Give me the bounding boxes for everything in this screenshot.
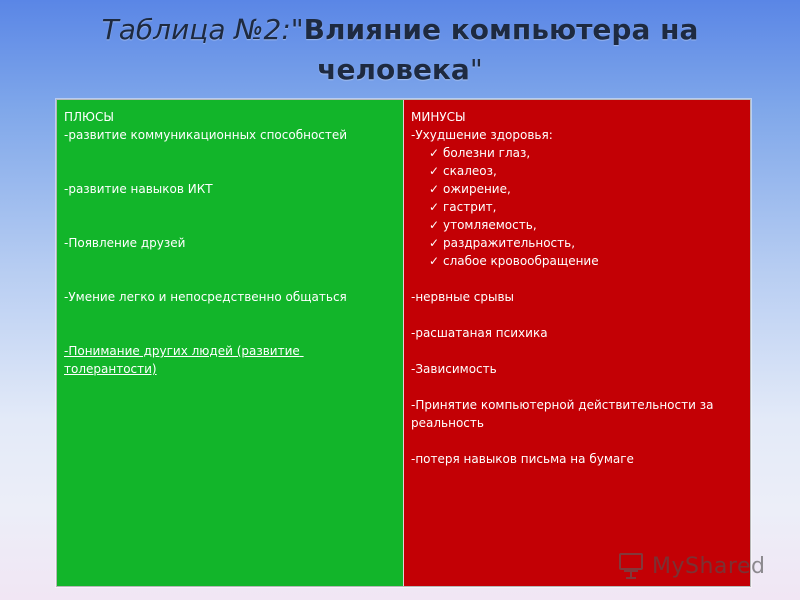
minus-spacer [411,378,743,396]
minus-subitem [411,162,743,180]
minus-subitem-text: раздражительность, [443,236,576,250]
watermark [616,548,766,584]
minus-spacer [411,270,743,288]
minus-spacer [411,306,743,324]
page-title [50,10,750,90]
minus-subitem [411,180,743,198]
minus-subitem-text: гастрит, [443,200,497,214]
minus-column [404,100,750,586]
title-suffix: " [469,53,483,86]
watermark-text: MyShared [652,553,766,579]
minus-heading: МИНУСЫ [411,110,466,124]
plus-heading: ПЛЮСЫ [64,110,114,124]
plus-item: -развитие коммуникационных способностей [64,128,348,142]
checkmark-icon: ✓ [429,146,440,160]
plus-item: -развитие навыков ИКТ [64,182,213,196]
minus-subitem [411,216,743,234]
minus-subitem-text: болезни глаз, [443,146,531,160]
checkmark-icon: ✓ [429,164,440,178]
minus-subitem-text: ожирение, [443,182,511,196]
plus-spacer [64,252,396,288]
minus-subitem [411,252,743,270]
plus-item: -Понимание других людей (развитие толерантости) [64,344,304,376]
minus-subitem [411,234,743,252]
minus-item: -потеря навыков письма на бумаге [411,452,634,466]
title-main: Влияние компьютера на человека [303,13,699,86]
plus-item: -Умение легко и непосредственно общаться [64,290,347,304]
plus-spacer [64,306,396,342]
minus-spacer [411,342,743,360]
minus-subitem [411,198,743,216]
checkmark-icon: ✓ [429,218,440,232]
plus-column [57,100,404,586]
minus-spacer [411,432,743,450]
checkmark-icon: ✓ [429,182,440,196]
presentation-icon [616,551,646,581]
minus-subitem-text: утомляемость, [443,218,537,232]
minus-item: -Принятие компьютерной действительности за реальность [411,398,718,430]
minus-item: -нервные срывы [411,290,515,304]
title-prefix: Таблица №2:" [101,13,304,46]
minus-item: -Зависимость [411,362,497,376]
plus-spacer [64,144,396,180]
checkmark-icon: ✓ [429,236,440,250]
checkmark-icon: ✓ [429,200,440,214]
minus-subitem [411,144,743,162]
plus-item: -Появление друзей [64,236,186,250]
minus-subitem-text: слабое кровообращение [443,254,599,268]
checkmark-icon: ✓ [429,254,440,268]
comparison-table [56,99,751,587]
minus-item: -Ухудшение здоровья: [411,128,553,142]
minus-item: -расшатаная психика [411,326,548,340]
minus-subitem-text: скалеоз, [443,164,497,178]
plus-spacer [64,198,396,234]
